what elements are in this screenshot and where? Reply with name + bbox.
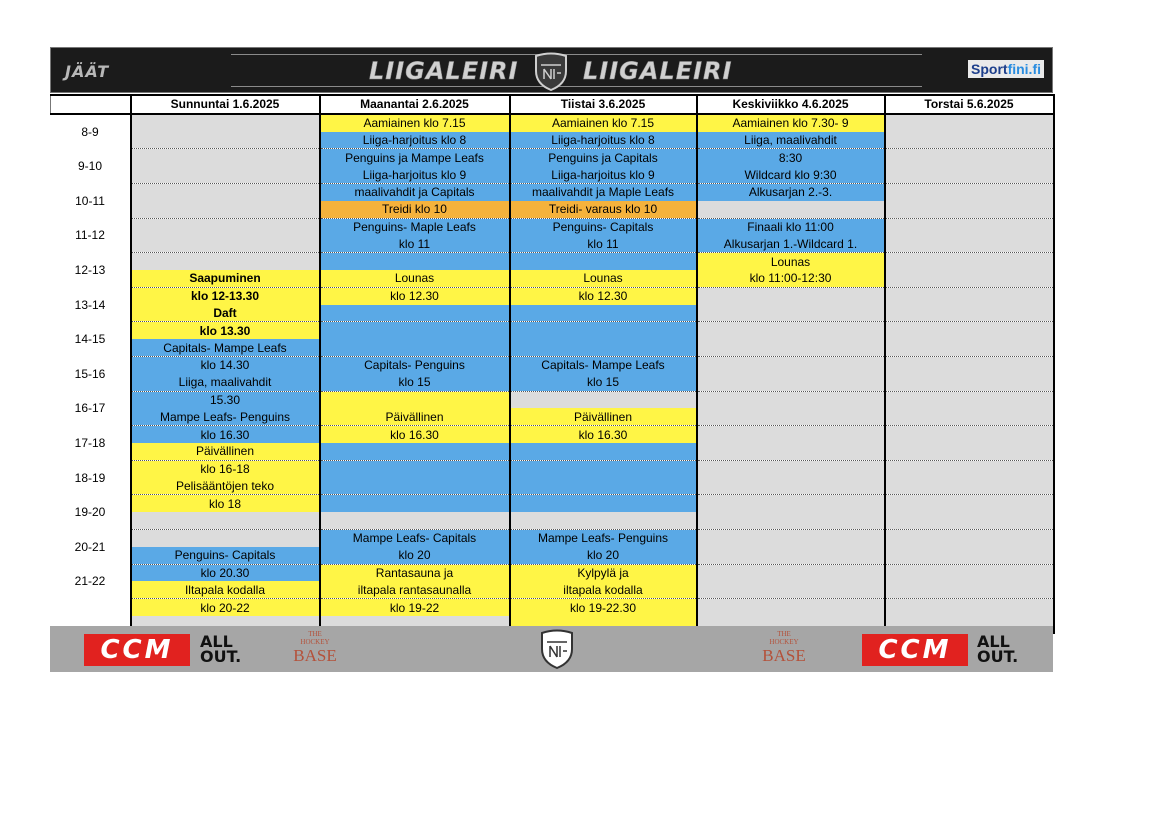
hockey-base-base: BASE — [293, 646, 337, 665]
liigaleiri-logo-left: LIIGALEIRI — [369, 57, 519, 85]
schedule-cell — [510, 305, 697, 322]
schedule-cell — [131, 512, 320, 529]
time-slot-label: 21-22 — [51, 564, 131, 599]
schedule-cell — [885, 114, 1054, 132]
schedule-cell: Capitals- Mampe Leafs — [510, 356, 697, 373]
schedule-row — [51, 305, 1054, 322]
schedule-cell — [885, 201, 1054, 218]
schedule-cell — [885, 253, 1054, 270]
schedule-cell: klo 16.30 — [131, 426, 320, 443]
schedule-cell: Iltapala kodalla — [131, 581, 320, 598]
all-out-line2: OUT. — [200, 647, 242, 666]
all-out-line2: OUT. — [977, 647, 1019, 666]
schedule-cell — [885, 356, 1054, 373]
schedule-cell — [697, 599, 885, 616]
schedule-cell — [697, 564, 885, 581]
schedule-cell: Liiga-harjoitus klo 8 — [320, 132, 510, 149]
schedule-cell: 8:30 — [697, 149, 885, 166]
schedule-cell — [510, 495, 697, 512]
schedule-cell — [131, 132, 320, 149]
time-header — [51, 95, 131, 114]
schedule-cell: Penguins- Capitals — [510, 218, 697, 235]
schedule-cell: Mampe Leafs- Penguins — [510, 529, 697, 546]
schedule-cell — [510, 322, 697, 339]
schedule-cell — [697, 460, 885, 477]
schedule-cell — [697, 529, 885, 546]
time-slot-label: 14-15 — [51, 322, 131, 357]
schedule-cell: maalivahdit ja Capitals — [320, 183, 510, 200]
day-header: Sunnuntai 1.6.2025 — [131, 95, 320, 114]
schedule-table — [50, 94, 1055, 634]
schedule-cell: Penguins- Maple Leafs — [320, 218, 510, 235]
sportfini-logo — [968, 60, 1044, 78]
nhl-shield-icon — [538, 628, 576, 670]
schedule-cell — [885, 581, 1054, 598]
hockey-base-hockey: HOCKEY — [300, 638, 330, 646]
schedule-cell: Penguins- Capitals — [131, 547, 320, 564]
schedule-cell: Saapuminen — [131, 270, 320, 287]
schedule-cell — [320, 339, 510, 356]
schedule-cell: Lounas — [320, 270, 510, 287]
schedule-cell — [320, 253, 510, 270]
schedule-cell: Aamiainen klo 7.15 — [510, 114, 697, 132]
schedule-cell: Daft — [131, 305, 320, 322]
schedule-cell — [131, 114, 320, 132]
ccm-logo-right: CCM — [862, 634, 968, 666]
all-out-line1: ALL — [200, 632, 233, 651]
schedule-cell — [885, 599, 1054, 616]
schedule-cell — [697, 581, 885, 598]
schedule-cell — [885, 166, 1054, 183]
schedule-cell — [697, 339, 885, 356]
schedule-cell: klo 20.30 — [131, 564, 320, 581]
day-header: Maanantai 2.6.2025 — [320, 95, 510, 114]
schedule-cell — [697, 356, 885, 373]
schedule-cell: Penguins ja Mampe Leafs — [320, 149, 510, 166]
schedule-cell — [885, 564, 1054, 581]
ccm-logo-left: CCM — [84, 634, 190, 666]
schedule-row — [51, 149, 1054, 166]
time-slot-label: 8-9 — [51, 114, 131, 149]
schedule-cell — [885, 478, 1054, 495]
schedule-row — [51, 408, 1054, 425]
schedule-row — [51, 270, 1054, 287]
schedule-cell: klo 11 — [320, 235, 510, 252]
schedule-cell — [697, 478, 885, 495]
schedule-cell — [131, 149, 320, 166]
schedule-cell — [885, 305, 1054, 322]
schedule-cell — [697, 391, 885, 408]
schedule-row — [51, 339, 1054, 356]
schedule-row — [51, 201, 1054, 218]
schedule-cell — [131, 218, 320, 235]
schedule-cell: klo 20-22 — [131, 599, 320, 616]
schedule-cell: Päivällinen — [131, 443, 320, 460]
schedule-cell: klo 19-22.30 — [510, 599, 697, 616]
liigaleiri-logo-right: LIIGALEIRI — [583, 57, 733, 85]
schedule-row — [51, 478, 1054, 495]
schedule-cell: Liiga-harjoitus klo 9 — [320, 166, 510, 183]
all-out-line1: ALL — [977, 632, 1010, 651]
hockey-base-the: THE — [777, 630, 791, 638]
schedule-cell: Finaali klo 11:00 — [697, 218, 885, 235]
schedule-cell — [885, 149, 1054, 166]
schedule-cell — [697, 495, 885, 512]
schedule-cell — [885, 460, 1054, 477]
schedule-cell — [131, 235, 320, 252]
schedule-cell: klo 16-18 — [131, 460, 320, 477]
schedule-row — [51, 166, 1054, 183]
schedule-cell: Aamiainen klo 7.15 — [320, 114, 510, 132]
schedule-cell: klo 20 — [510, 547, 697, 564]
schedule-cell: Päivällinen — [320, 408, 510, 425]
schedule-row — [51, 218, 1054, 235]
schedule-cell: Päivällinen — [510, 408, 697, 425]
schedule-cell — [131, 253, 320, 270]
schedule-cell: Mampe Leafs- Penguins — [131, 408, 320, 425]
schedule-cell: Alkusarjan 1.-Wildcard 1. — [697, 235, 885, 252]
schedule-row — [51, 235, 1054, 252]
schedule-row — [51, 132, 1054, 149]
schedule-cell — [131, 529, 320, 546]
schedule-cell: Alkusarjan 2.-3. — [697, 183, 885, 200]
schedule-cell: klo 15 — [320, 374, 510, 391]
day-header: Keskiviikko 4.6.2025 — [697, 95, 885, 114]
time-slot-label: 16-17 — [51, 391, 131, 426]
schedule-cell — [885, 529, 1054, 546]
schedule-cell — [885, 495, 1054, 512]
schedule-cell: klo 14.30 — [131, 356, 320, 373]
schedule-cell: klo 19-22 — [320, 599, 510, 616]
schedule-row — [51, 253, 1054, 270]
hockey-base-logo-right — [756, 630, 812, 666]
schedule-cell — [320, 478, 510, 495]
schedule-cell — [510, 391, 697, 408]
all-out-slogan-right — [977, 634, 1018, 664]
schedule-cell: Liiga-harjoitus klo 9 — [510, 166, 697, 183]
schedule-cell — [697, 287, 885, 304]
schedule-cell — [885, 235, 1054, 252]
hockey-base-base: BASE — [762, 646, 806, 665]
schedule-row — [51, 356, 1054, 373]
schedule-cell: 15.30 — [131, 391, 320, 408]
schedule-row — [51, 547, 1054, 564]
day-header: Tiistai 3.6.2025 — [510, 95, 697, 114]
schedule-cell — [320, 512, 510, 529]
schedule-cell — [885, 512, 1054, 529]
header-rule-bottom — [231, 86, 922, 87]
schedule-row — [51, 426, 1054, 443]
hockey-base-the: THE — [308, 630, 322, 638]
time-slot-label: 20-21 — [51, 529, 131, 564]
schedule-cell — [885, 374, 1054, 391]
hockey-base-logo-left — [287, 630, 343, 666]
schedule-cell — [697, 201, 885, 218]
schedule-cell — [510, 443, 697, 460]
schedule-cell — [510, 512, 697, 529]
schedule-cell: Capitals- Mampe Leafs — [131, 339, 320, 356]
header-rule-top — [231, 54, 922, 55]
schedule-cell — [510, 460, 697, 477]
header-banner — [50, 47, 1053, 93]
all-out-slogan-left — [200, 634, 241, 664]
schedule-cell: Aamiainen klo 7.30- 9 — [697, 114, 885, 132]
schedule-cell: Treidi klo 10 — [320, 201, 510, 218]
schedule-cell — [320, 460, 510, 477]
schedule-cell: Liiga, maalivahdit — [131, 374, 320, 391]
time-slot-label: 13-14 — [51, 287, 131, 322]
schedule-cell — [510, 253, 697, 270]
sportfini-logo-part1: Sport — [971, 61, 1008, 77]
schedule-cell: klo 20 — [320, 547, 510, 564]
jaat-logo: JÄÄT — [65, 62, 110, 81]
schedule-cell: iltapala kodalla — [510, 581, 697, 598]
schedule-row — [51, 460, 1054, 477]
schedule-cell — [885, 547, 1054, 564]
schedule-row — [51, 443, 1054, 460]
schedule-row — [51, 114, 1054, 132]
schedule-row — [51, 581, 1054, 598]
schedule-cell: Treidi- varaus klo 10 — [510, 201, 697, 218]
schedule-cell — [131, 201, 320, 218]
schedule-cell — [885, 426, 1054, 443]
schedule-cell — [131, 183, 320, 200]
schedule-cell: Wildcard klo 9:30 — [697, 166, 885, 183]
day-header: Torstai 5.6.2025 — [885, 95, 1054, 114]
schedule-row — [51, 183, 1054, 200]
schedule-cell — [885, 322, 1054, 339]
schedule-row — [51, 374, 1054, 391]
schedule-cell — [885, 339, 1054, 356]
schedule-cell: Lounas — [697, 253, 885, 270]
schedule-cell: Capitals- Penguins — [320, 356, 510, 373]
schedule-cell: klo 11:00-12:30 — [697, 270, 885, 287]
schedule-cell — [697, 408, 885, 425]
schedule-cell — [320, 391, 510, 408]
schedule-cell — [697, 426, 885, 443]
schedule-cell — [320, 495, 510, 512]
schedule-cell: Rantasauna ja — [320, 564, 510, 581]
schedule-cell: Mampe Leafs- Capitals — [320, 529, 510, 546]
hockey-base-hockey: HOCKEY — [769, 638, 799, 646]
schedule-row — [51, 564, 1054, 581]
schedule-cell: Lounas — [510, 270, 697, 287]
schedule-row — [51, 512, 1054, 529]
schedule-cell: klo 18 — [131, 495, 320, 512]
time-slot-label: 11-12 — [51, 218, 131, 253]
schedule-cell: klo 11 — [510, 235, 697, 252]
schedule-row — [51, 495, 1054, 512]
schedule-cell — [131, 166, 320, 183]
time-slot-label: 15-16 — [51, 356, 131, 391]
schedule-cell — [697, 374, 885, 391]
schedule-cell: klo 12.30 — [510, 287, 697, 304]
schedule-cell: maalivahdit ja Maple Leafs — [510, 183, 697, 200]
schedule-cell — [697, 547, 885, 564]
schedule-cell — [697, 305, 885, 322]
schedule-cell: Penguins ja Capitals — [510, 149, 697, 166]
schedule-row — [51, 287, 1054, 304]
schedule-cell: klo 15 — [510, 374, 697, 391]
schedule-cell: iltapala rantasaunalla — [320, 581, 510, 598]
schedule-cell: klo 13.30 — [131, 322, 320, 339]
schedule-cell: klo 16.30 — [510, 426, 697, 443]
schedule-cell — [510, 478, 697, 495]
schedule-row — [51, 599, 1054, 616]
schedule-cell — [885, 218, 1054, 235]
schedule-cell — [320, 305, 510, 322]
schedule-cell — [320, 322, 510, 339]
schedule-body — [51, 114, 1054, 633]
nhl-shield-icon — [532, 51, 570, 91]
time-slot-label: 19-20 — [51, 495, 131, 530]
schedule-cell — [885, 391, 1054, 408]
schedule-cell: Pelisääntöjen teko — [131, 478, 320, 495]
day-header-row — [51, 95, 1054, 114]
schedule-row — [51, 391, 1054, 408]
time-slot-label: 10-11 — [51, 183, 131, 218]
schedule-cell — [697, 322, 885, 339]
time-slot-label: 18-19 — [51, 460, 131, 495]
schedule-cell: klo 16.30 — [320, 426, 510, 443]
schedule-cell: klo 12-13.30 — [131, 287, 320, 304]
time-slot-label: 12-13 — [51, 253, 131, 288]
time-slot-label: 9-10 — [51, 149, 131, 184]
schedule-row — [51, 322, 1054, 339]
schedule-cell: Kylpylä ja — [510, 564, 697, 581]
schedule-cell — [697, 443, 885, 460]
schedule-cell — [697, 512, 885, 529]
schedule-cell: Liiga, maalivahdit — [697, 132, 885, 149]
schedule-cell — [320, 443, 510, 460]
schedule-cell — [885, 132, 1054, 149]
sponsor-footer — [50, 626, 1053, 672]
schedule-cell: klo 12.30 — [320, 287, 510, 304]
schedule-cell — [885, 183, 1054, 200]
schedule-cell — [885, 408, 1054, 425]
sportfini-logo-part2: fini.fi — [1007, 61, 1041, 77]
schedule-cell — [885, 270, 1054, 287]
schedule-row — [51, 529, 1054, 546]
schedule-cell — [885, 287, 1054, 304]
schedule-cell: Liiga-harjoitus klo 8 — [510, 132, 697, 149]
schedule-cell — [885, 443, 1054, 460]
time-slot-label: 17-18 — [51, 426, 131, 461]
schedule-cell — [510, 339, 697, 356]
